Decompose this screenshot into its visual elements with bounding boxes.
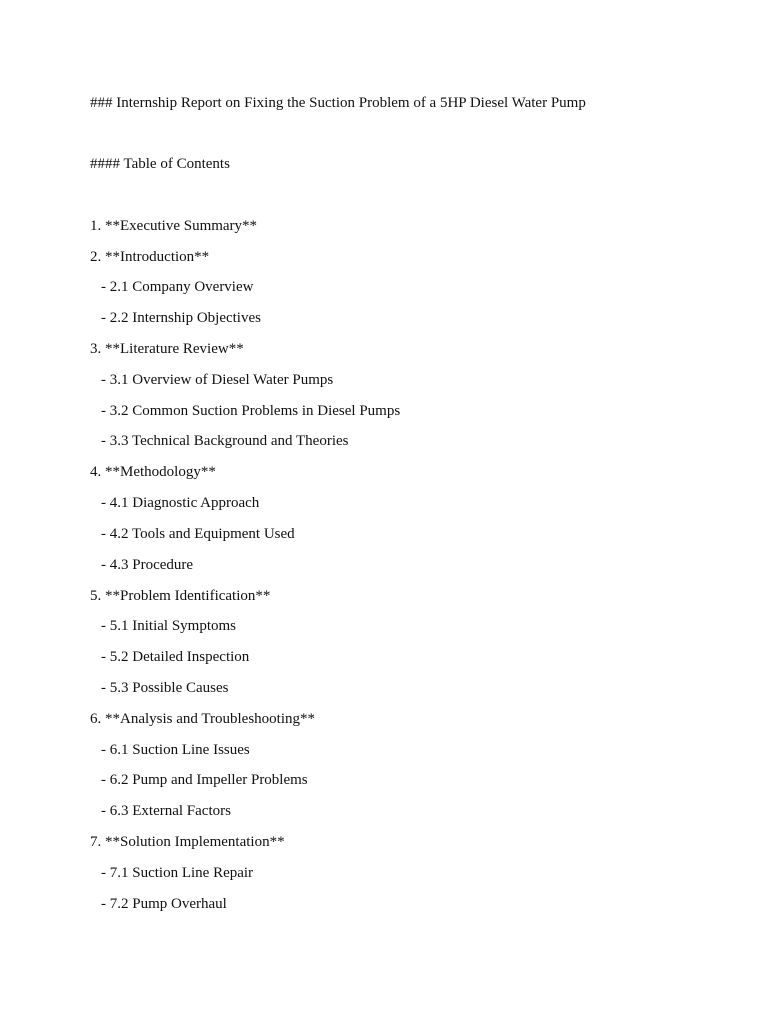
toc-subitem: - 7.1 Suction Line Repair — [101, 865, 254, 881]
toc-subitem: - 4.2 Tools and Equipment Used — [101, 526, 295, 542]
toc-subitem: - 5.2 Detailed Inspection — [101, 649, 250, 665]
report-heading: ### Internship Report on Fixing the Suction Problem of a 5HP Diesel Water Pump — [90, 95, 586, 111]
toc-item: 1. **Executive Summary** — [90, 218, 258, 234]
toc-subitem: - 5.3 Possible Causes — [101, 680, 229, 696]
toc-subitem: - 4.3 Procedure — [101, 557, 194, 573]
toc-item: 2. **Introduction** — [90, 249, 210, 265]
toc-heading: #### Table of Contents — [90, 156, 230, 172]
toc-item: 4. **Methodology** — [90, 464, 216, 480]
toc-subitem: - 6.3 External Factors — [101, 803, 231, 819]
toc-item: 7. **Solution Implementation** — [90, 834, 285, 850]
toc-subitem: - 6.1 Suction Line Issues — [101, 742, 250, 758]
toc-subitem: - 3.1 Overview of Diesel Water Pumps — [101, 372, 334, 388]
toc-subitem: - 4.1 Diagnostic Approach — [101, 495, 260, 511]
toc-subitem: - 3.2 Common Suction Problems in Diesel Pumps — [101, 403, 401, 419]
toc-subitem: - 5.1 Initial Symptoms — [101, 618, 236, 634]
toc-item: 5. **Problem Identification** — [90, 588, 271, 604]
toc-subitem: - 7.2 Pump Overhaul — [101, 896, 227, 912]
toc-subitem: - 6.2 Pump and Impeller Problems — [101, 772, 308, 788]
toc-subitem: - 2.2 Internship Objectives — [101, 310, 261, 326]
toc-subitem: - 3.3 Technical Background and Theories — [101, 433, 349, 449]
toc-item: 3. **Literature Review** — [90, 341, 244, 357]
toc-item: 6. **Analysis and Troubleshooting** — [90, 711, 316, 727]
toc-subitem: - 2.1 Company Overview — [101, 279, 254, 295]
